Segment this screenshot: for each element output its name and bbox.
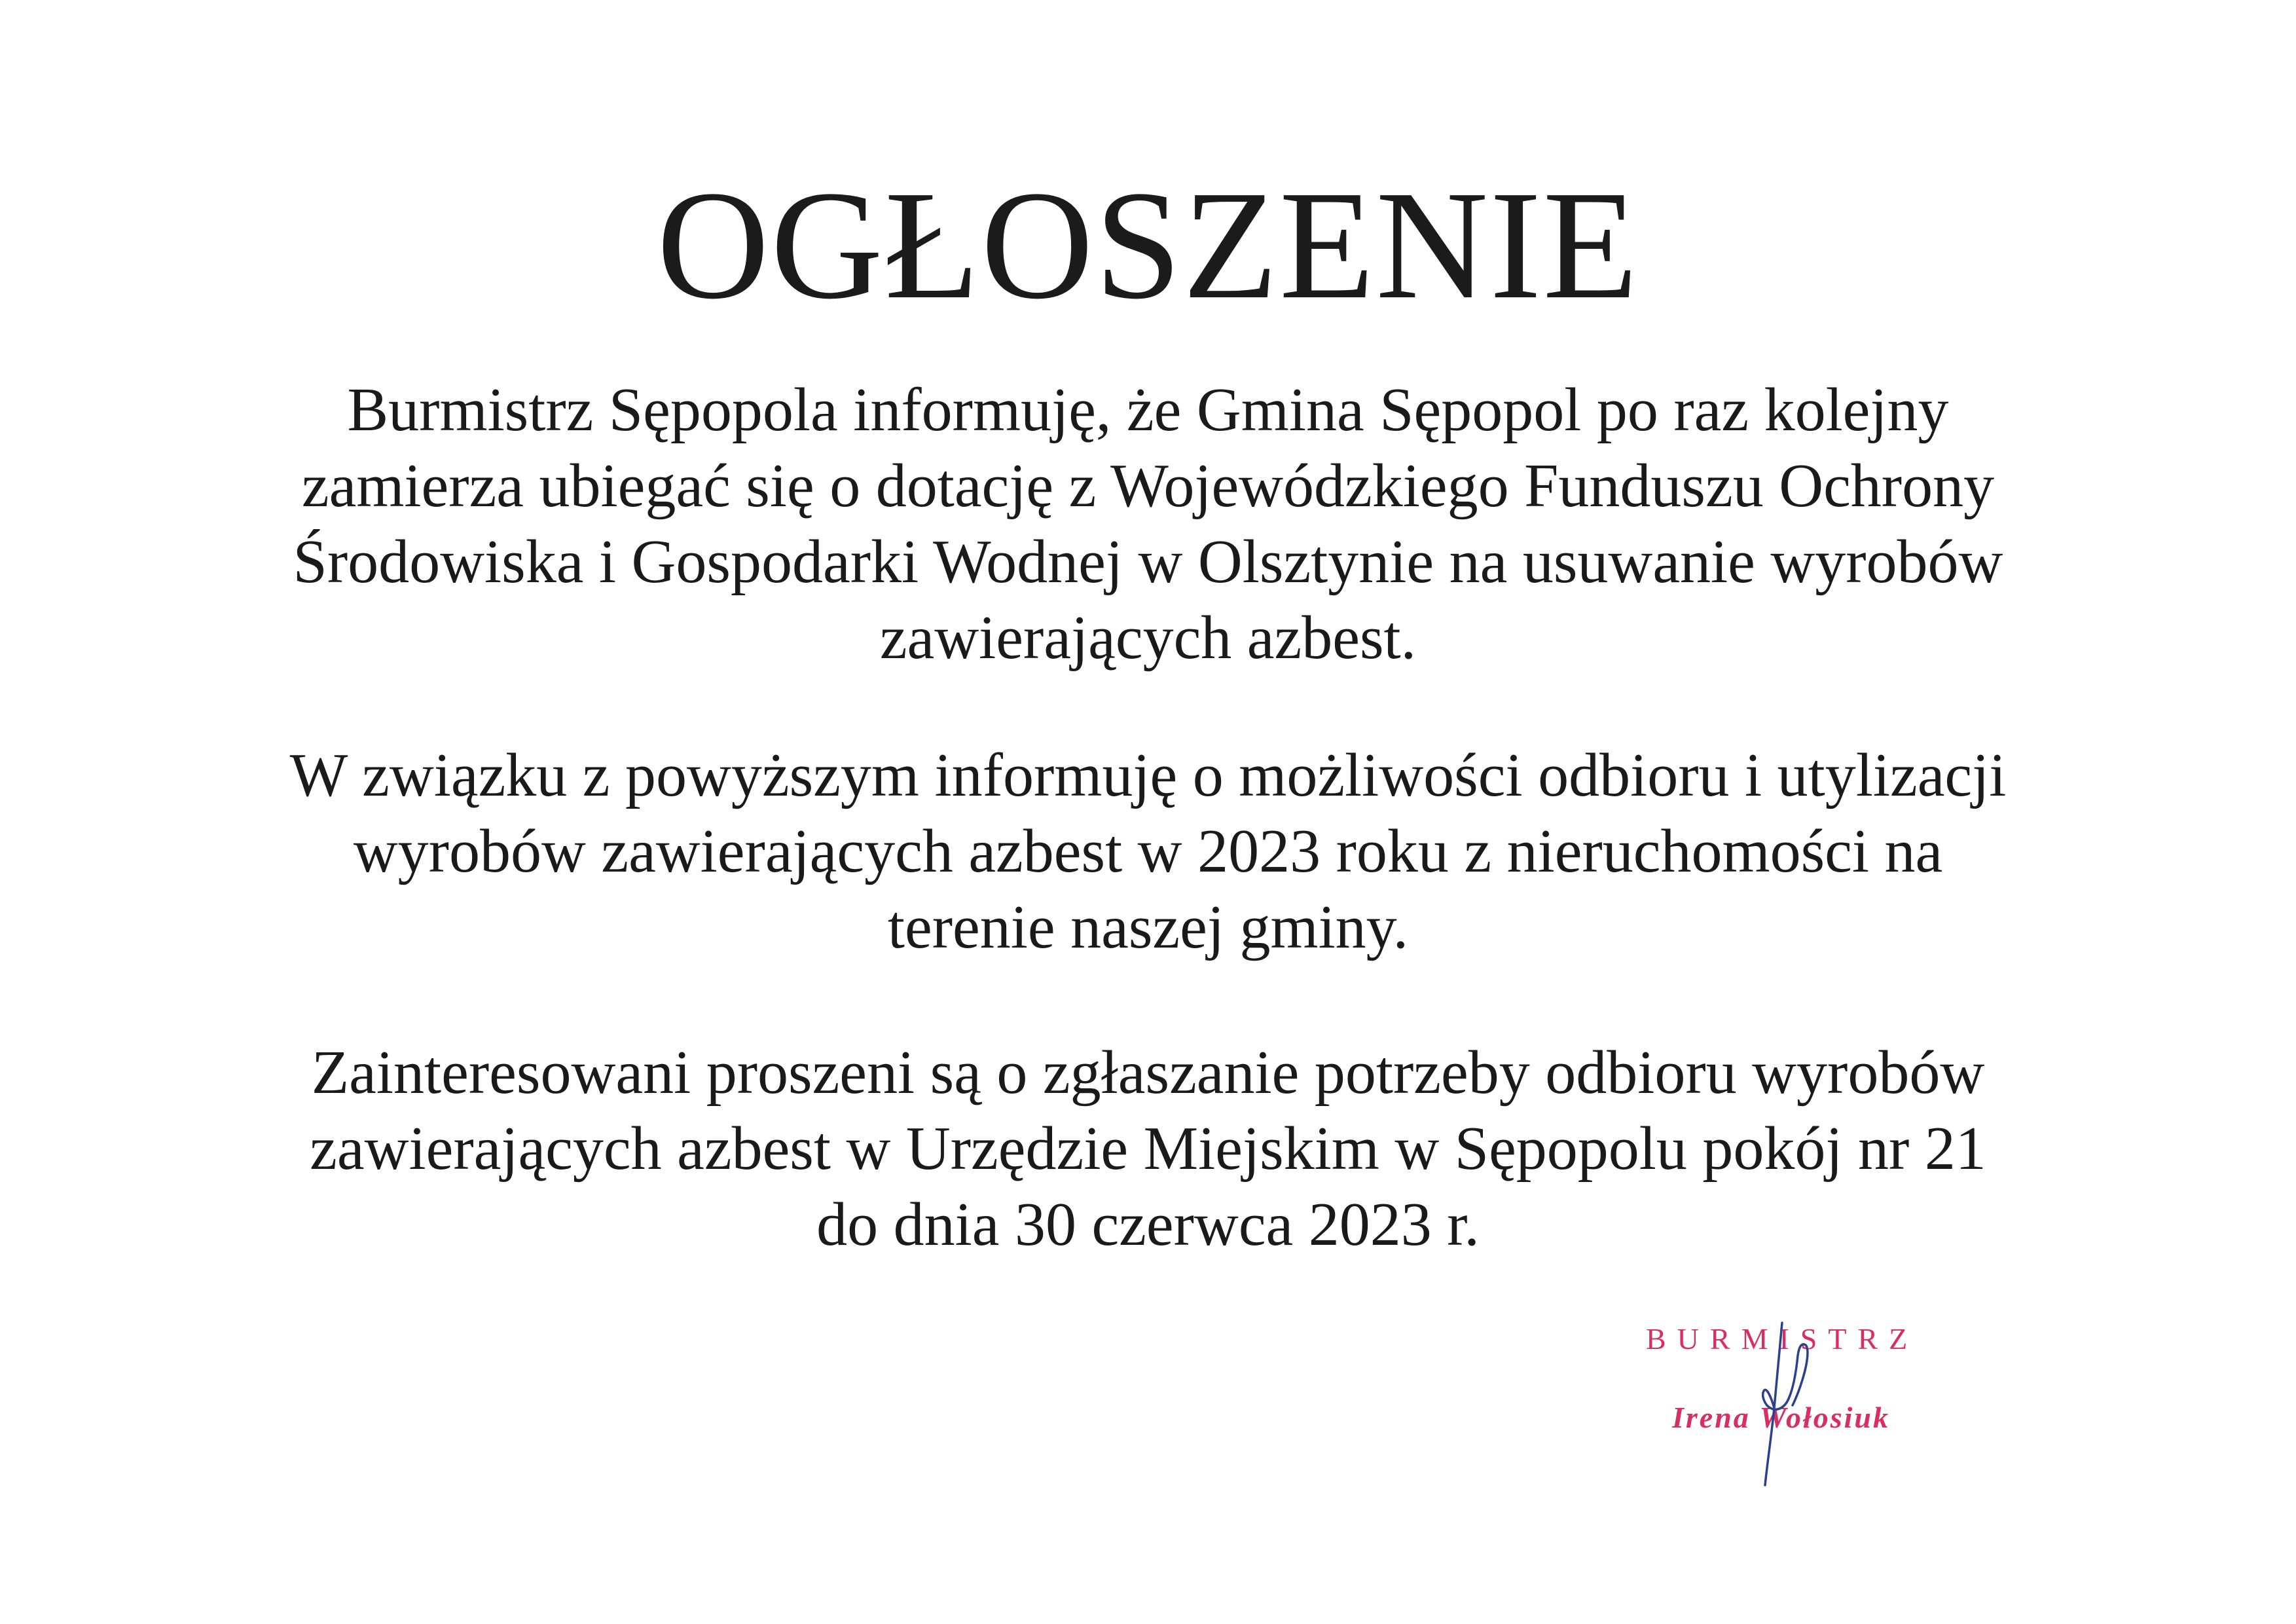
stamp-signatory-name: Irena Wołosiuk	[1672, 1401, 1891, 1434]
paragraph-disposal-info	[0, 737, 2296, 965]
mayor-stamp	[1630, 1310, 1971, 1506]
stamp-office-title: BURMISTRZ	[1646, 1322, 1919, 1356]
paragraph-line: zawierających azbest w Urzędzie Miejskim w Sępopolu pokój nr 21	[310, 1115, 1986, 1183]
paragraph-line: Zainteresowani proszeni są o zgłaszanie potrzeby odbioru wyrobów	[311, 1039, 1985, 1107]
paragraph-line: zawierających azbest.	[879, 604, 1417, 672]
handwritten-signature	[1741, 1310, 1833, 1506]
announcement-title: OGŁOSZENIE	[657, 159, 1639, 331]
paragraph-grant-application	[0, 372, 2296, 676]
paragraph-line: zamierza ubiegać się o dotację z Wojewódzkiego Funduszu Ochrony	[301, 452, 1995, 520]
paragraph-line: W związku z powyższym informuję o możliwości odbioru i utylizacji	[289, 741, 2007, 809]
paragraph-line: do dnia 30 czerwca 2023 r.	[816, 1190, 1480, 1259]
paragraph-line: Burmistrz Sępopola informuję, że Gmina Sępopol po raz kolejny	[347, 376, 1949, 444]
paragraph-line: terenie naszej gminy.	[887, 893, 1409, 961]
paragraph-line: Środowiska i Gospodarki Wodnej w Olsztynie na usuwanie wyrobów	[293, 528, 2003, 596]
paragraph-application-deadline	[0, 1035, 2296, 1263]
paragraph-line: wyrobów zawierających azbest w 2023 roku z nieruchomości na	[353, 817, 1943, 885]
